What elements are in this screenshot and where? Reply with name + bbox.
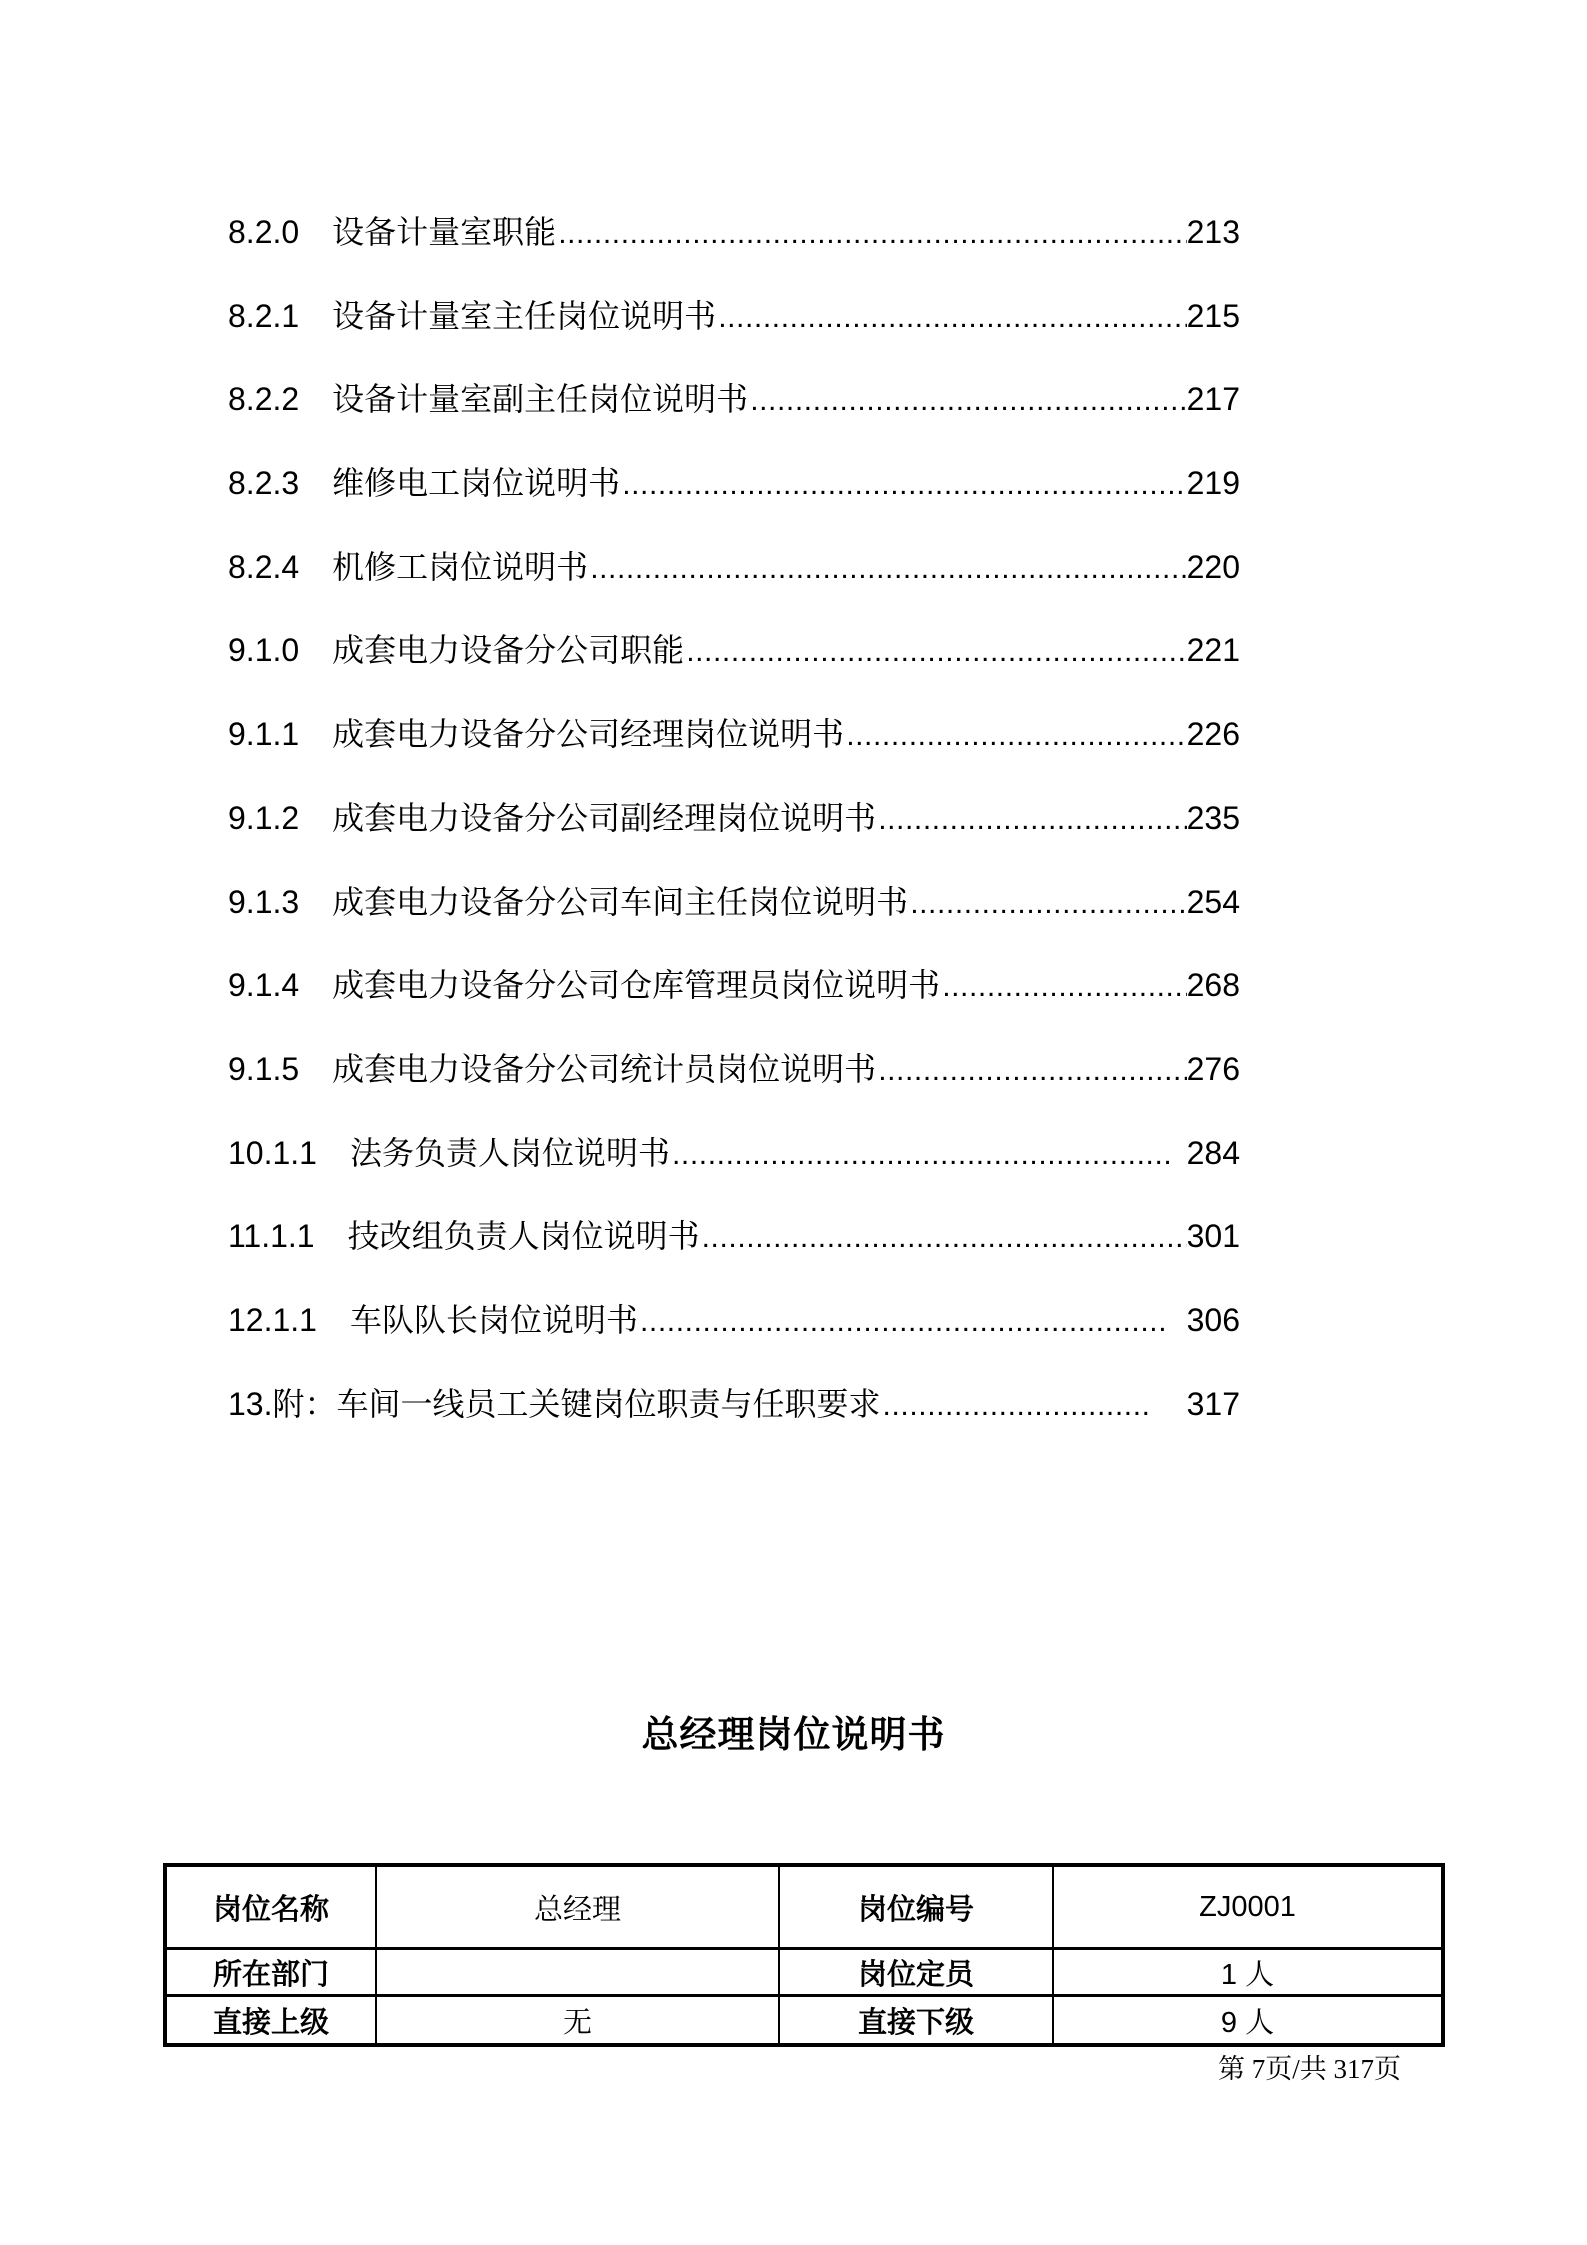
headcount-value: 1 人 xyxy=(1053,1949,1443,1996)
toc-entry-page: 235 xyxy=(1186,799,1240,836)
toc-entry-title: 技改组负责人岗位说明书 xyxy=(347,1218,700,1255)
toc-entry[interactable] xyxy=(228,1279,1240,1363)
table-row xyxy=(165,1996,1443,2046)
toc-entry-number: 9.1.2 xyxy=(228,799,300,836)
toc-entry-title: 成套电力设备分公司仓库管理员岗位说明书 xyxy=(332,967,941,1004)
toc-entry-number: 11.1.1 xyxy=(228,1218,315,1255)
department-label: 所在部门 xyxy=(165,1949,376,1996)
toc-entry-title: 设备计量室副主任岗位说明书 xyxy=(332,381,749,418)
headcount-label: 岗位定员 xyxy=(779,1949,1053,1996)
toc-entry-title: 成套电力设备分公司统计员岗位说明书 xyxy=(332,1050,877,1087)
direct-superior-value: 无 xyxy=(376,1996,779,2046)
toc-entry-page: 268 xyxy=(1186,967,1240,1004)
toc-entry-page: 276 xyxy=(1186,1050,1240,1087)
toc-entry-page: 306 xyxy=(1168,1301,1240,1338)
toc-entry-number: 8.2.1 xyxy=(228,297,300,334)
toc-dot-leader xyxy=(672,1112,1169,1197)
toc-entry-title: 维修电工岗位说明书 xyxy=(332,465,621,502)
toc-entry-title: 设备计量室职能 xyxy=(332,214,557,250)
toc-entry-title: 机修工岗位说明书 xyxy=(332,548,589,585)
toc-entry-number: 9.1.0 xyxy=(228,632,300,669)
toc-entry-title: 成套电力设备分公司副经理岗位说明书 xyxy=(332,799,877,836)
toc-dot-leader xyxy=(883,1363,1152,1448)
toc-entry[interactable] xyxy=(228,358,1240,442)
toc-entry-title: 成套电力设备分公司经理岗位说明书 xyxy=(332,716,845,753)
toc-entry-page: 284 xyxy=(1168,1134,1240,1171)
toc-entry[interactable] xyxy=(228,861,1240,945)
toc-entry[interactable] xyxy=(228,526,1240,610)
toc-dot-leader xyxy=(686,609,1186,694)
job-name-value: 总经理 xyxy=(376,1865,779,1949)
toc-entry[interactable] xyxy=(228,1363,1240,1447)
table-of-contents xyxy=(228,191,1240,1446)
toc-entry-title: 设备计量室主任岗位说明书 xyxy=(332,297,717,334)
toc-dot-leader xyxy=(702,1195,1187,1280)
toc-entry-page: 220 xyxy=(1186,548,1240,585)
toc-dot-leader xyxy=(750,358,1186,443)
page-title: 总经理岗位说明书 xyxy=(641,1714,946,1755)
toc-dot-leader xyxy=(718,275,1186,360)
toc-entry-number: 9.1.1 xyxy=(228,716,300,753)
toc-entry-page: 301 xyxy=(1186,1218,1240,1255)
job-code-label: 岗位编号 xyxy=(779,1865,1053,1949)
toc-entry-title: 法务负责人岗位说明书 xyxy=(349,1134,670,1171)
toc-entry-number: 12.1.1 xyxy=(228,1301,317,1338)
toc-entry[interactable] xyxy=(228,1028,1240,1112)
job-code-value: ZJ0001 xyxy=(1053,1865,1443,1949)
toc-entry[interactable] xyxy=(228,442,1240,526)
page-number-footer: 第 7页/共 317页 xyxy=(1217,2054,1401,2084)
job-name-label: 岗位名称 xyxy=(165,1865,376,1949)
toc-entry-page: 215 xyxy=(1186,297,1240,334)
table-row xyxy=(165,1949,1443,1996)
toc-entry-number: 8.2.0 xyxy=(228,214,300,250)
direct-report-label: 直接下级 xyxy=(779,1996,1053,2046)
toc-dot-leader xyxy=(558,191,1186,276)
toc-entry-page: 217 xyxy=(1186,381,1240,418)
toc-entry-number: 9.1.3 xyxy=(228,883,300,920)
toc-entry-page: 213 xyxy=(1186,214,1240,250)
toc-entry-page: 219 xyxy=(1186,465,1240,502)
toc-entry[interactable] xyxy=(228,609,1240,693)
toc-entry[interactable] xyxy=(228,1195,1240,1279)
toc-entry-title: 车队队长岗位说明书 xyxy=(349,1301,638,1338)
toc-entry-page: 221 xyxy=(1186,632,1240,669)
toc-entry-number: 9.1.4 xyxy=(228,967,300,1004)
toc-entry-number: 9.1.5 xyxy=(228,1050,300,1087)
toc-entry[interactable] xyxy=(228,693,1240,777)
toc-entry[interactable] xyxy=(228,275,1240,359)
toc-entry-number: 13.附： xyxy=(228,1385,337,1422)
toc-dot-leader xyxy=(640,1279,1169,1364)
toc-entry-title: 成套电力设备分公司车间主任岗位说明书 xyxy=(332,883,909,920)
toc-entry[interactable] xyxy=(228,944,1240,1028)
toc-dot-leader xyxy=(846,693,1186,778)
toc-entry-number: 8.2.2 xyxy=(228,381,300,418)
direct-report-value: 9 人 xyxy=(1053,1996,1443,2046)
toc-dot-leader xyxy=(590,526,1186,611)
toc-entry-title: 车间一线员工关键岗位职责与任职要求 xyxy=(336,1385,881,1422)
toc-dot-leader xyxy=(910,861,1186,946)
toc-entry[interactable] xyxy=(228,777,1240,861)
direct-superior-label: 直接上级 xyxy=(165,1996,376,2046)
toc-dot-leader xyxy=(622,442,1186,527)
department-value xyxy=(376,1949,779,1996)
toc-entry-title: 成套电力设备分公司职能 xyxy=(332,632,685,669)
toc-entry-page: 226 xyxy=(1186,716,1240,753)
toc-entry-number: 8.2.3 xyxy=(228,465,300,502)
toc-dot-leader xyxy=(878,1028,1186,1113)
toc-entry-page: 254 xyxy=(1186,883,1240,920)
job-info-table xyxy=(163,1863,1445,2047)
toc-entry[interactable] xyxy=(228,191,1240,275)
toc-dot-leader xyxy=(942,944,1186,1029)
toc-entry-page: 317 xyxy=(1151,1385,1240,1422)
toc-entry-number: 8.2.4 xyxy=(228,548,300,585)
toc-entry[interactable] xyxy=(228,1112,1240,1196)
toc-dot-leader xyxy=(878,777,1186,862)
table-row xyxy=(165,1865,1443,1949)
toc-entry-number: 10.1.1 xyxy=(228,1134,317,1171)
